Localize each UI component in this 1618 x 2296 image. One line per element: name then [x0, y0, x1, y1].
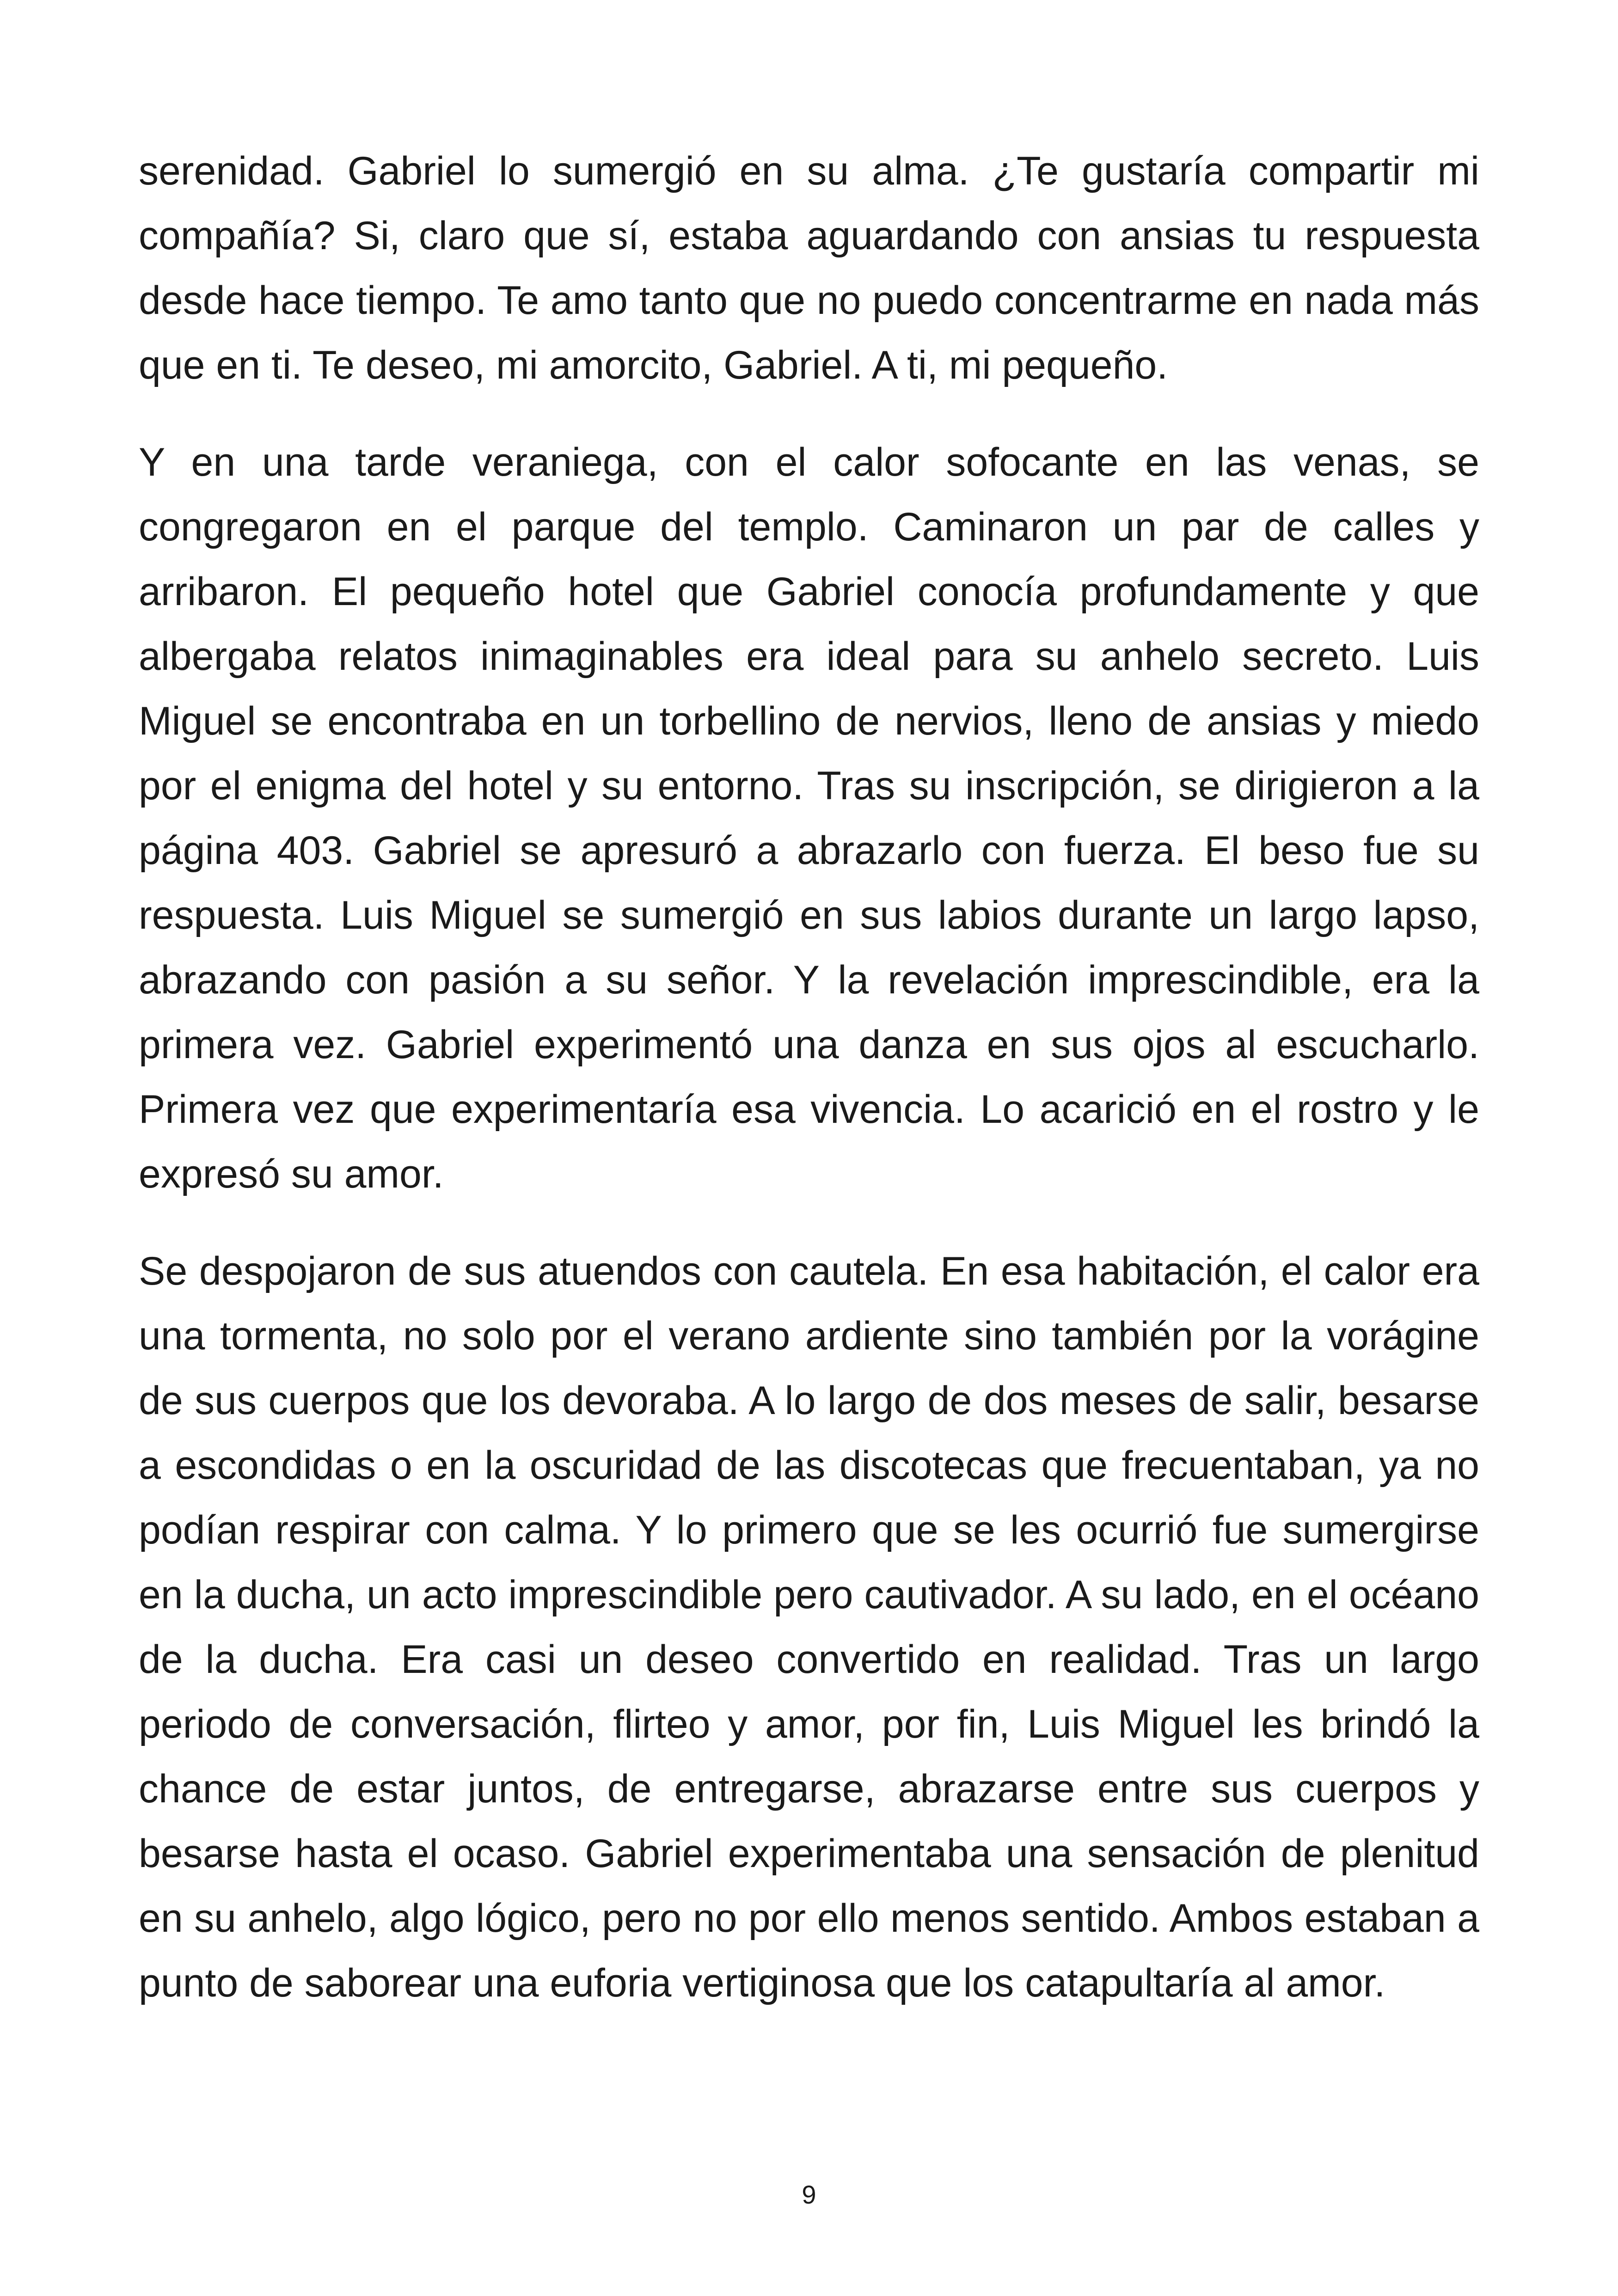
paragraph-1: serenidad. Gabriel lo sumergió en su alma. ¿Te gustaría compartir mi compañía? Si, claro que sí, estaba aguardando con ansias tu respuesta desde hace tiempo. Te amo tanto que no puedo concentrarme en nada más que en ti. Te deseo, mi amorcito, Gabriel. A ti, mi pequeño.: [139, 149, 1479, 387]
paragraph-2: Y en una tarde veraniega, con el calor sofocante en las venas, se congregaron en el parque del templo. Caminaron un par de calles y arribaron. El pequeño hotel que Gabriel conocía profundamente y que albergaba relatos inimaginables era ideal para su anhelo secreto. Luis Miguel se encontraba en un torbellino de nervios, lleno de ansias y miedo por el enigma del hotel y su entorno. Tras su inscripción, se dirigieron a la página 403. Gabriel se apresuró a abrazarlo con fuerza. El beso fue su respuesta. Luis Miguel se sumergió en sus labios durante un largo lapso, abrazando con pasión a su señor. Y la revelación imprescindible, era la primera vez. Gabriel experimentó una danza en sus ojos al escucharlo. Primera vez que experimentaría esa vivencia. Lo acarició en el rostro y le expresó su amor.: [139, 440, 1479, 1196]
page-number: 9: [802, 2180, 816, 2209]
body-text: [139, 139, 1479, 2015]
paragraph-3: Se despojaron de sus atuendos con cautela. En esa habitación, el calor era una tormenta, no solo por el verano ardiente sino también por la vorágine de sus cuerpos que los devoraba. A lo largo de dos meses de salir, besarse a escondidas o en la oscuridad de las discotecas que frecuentaban, ya no podían respirar con calma. Y lo primero que se les ocurrió fue sumergirse en la ducha, un acto imprescindible pero cautivador. A su lado, en el océano de la ducha. Era casi un deseo convertido en realidad. Tras un largo periodo de conversación, flirteo y amor, por fin, Luis Miguel les brindó la chance de estar juntos, de entregarse, abrazarse entre sus cuerpos y besarse hasta el ocaso. Gabriel experimentaba una sensación de plenitud en su anhelo, algo lógico, pero no por ello menos sentido. Ambos estaban a punto de saborear una euforia vertiginosa que los catapultaría al amor.: [139, 1249, 1479, 2005]
